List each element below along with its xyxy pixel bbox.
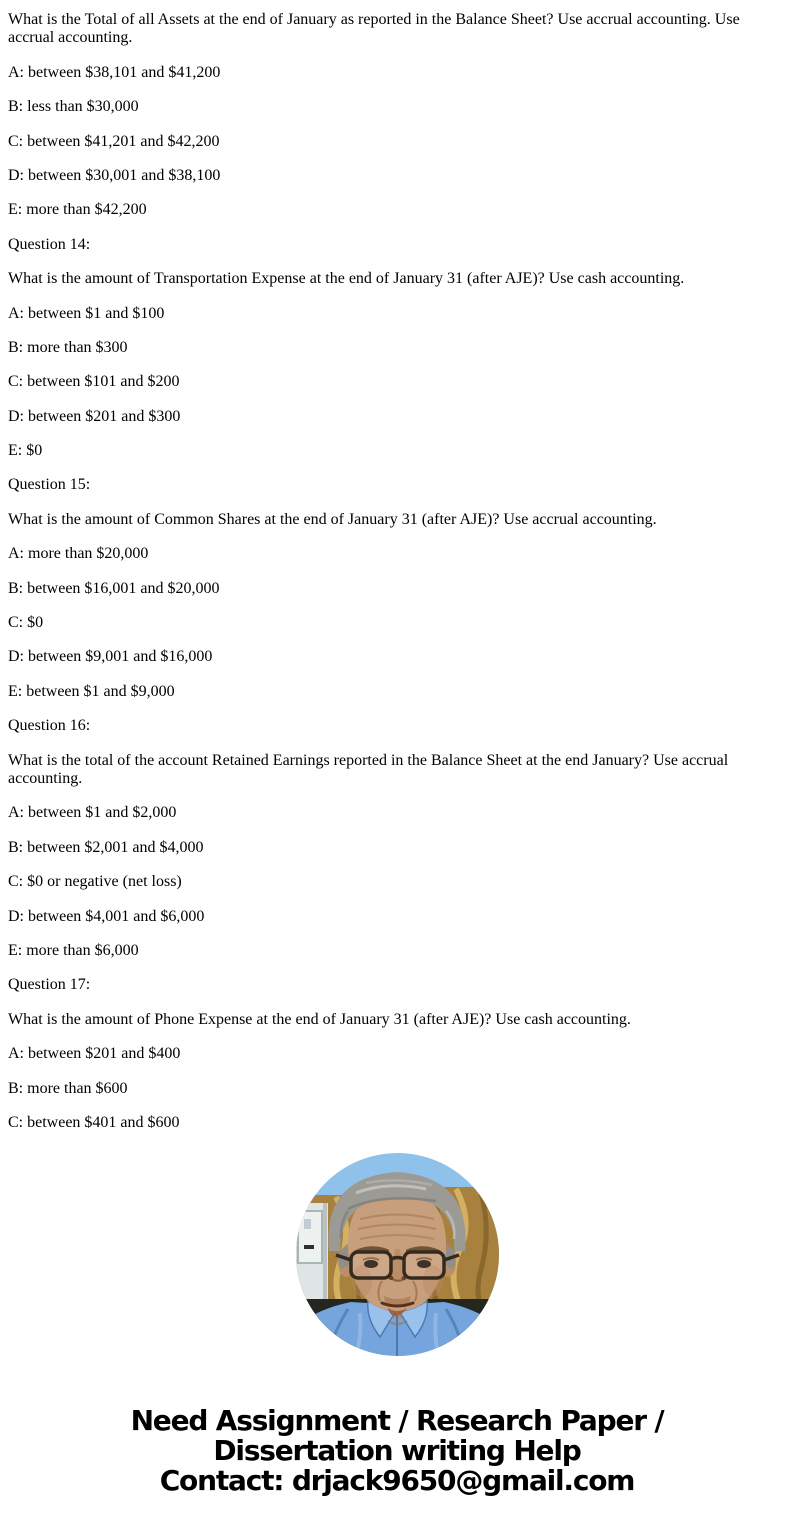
- avatar-section: [8, 1153, 786, 1356]
- answer-option: E: $0: [8, 442, 43, 460]
- answer-option: C: between $401 and $600: [8, 1113, 180, 1131]
- answer-option: B: more than $600: [8, 1079, 128, 1097]
- question-text: What is the amount of Transportation Expense at the end of January 31 (after AJE)? Use cash accounting.: [8, 270, 685, 288]
- answer-option: B: more than $300: [8, 338, 128, 356]
- question-label: Question 15:: [8, 476, 91, 494]
- answer-option: D: between $201 and $300: [8, 407, 181, 425]
- answer-option: A: between $38,101 and $41,200: [8, 63, 221, 81]
- answer-option: C: $0 or negative (net loss): [8, 873, 182, 891]
- quiz-question-document: [8, 11, 786, 1132]
- answer-option: A: between $201 and $400: [8, 1045, 181, 1063]
- answer-option: B: between $16,001 and $20,000: [8, 579, 220, 597]
- question-text: What is the Total of all Assets at the end of January as reported in the Balance Sheet? Use accrual accounting. Use accrual accounting.: [8, 11, 740, 47]
- answer-option: E: between $1 and $9,000: [8, 682, 175, 700]
- answer-option: B: between $2,001 and $4,000: [8, 838, 204, 856]
- question-label: Question 17:: [8, 976, 91, 994]
- answer-option: A: between $1 and $100: [8, 304, 165, 322]
- answer-option: D: between $30,001 and $38,100: [8, 166, 221, 184]
- question-text: What is the total of the account Retained Earnings reported in the Balance Sheet at the end January? Use accrual accounting.: [8, 751, 729, 787]
- question-label: Question 14:: [8, 235, 91, 253]
- answer-option: C: between $101 and $200: [8, 373, 180, 391]
- footer-help-text: Need Assignment / Research Paper / Dissertation writing Help: [130, 1404, 664, 1468]
- answer-option: A: more than $20,000: [8, 545, 149, 563]
- photo-door-frame: [296, 1203, 328, 1315]
- answer-option: E: more than $6,000: [8, 941, 139, 959]
- paragraph-list: [8, 11, 786, 1132]
- answer-option: D: between $4,001 and $6,000: [8, 907, 205, 925]
- answer-option: A: between $1 and $2,000: [8, 804, 177, 822]
- question-label: Question 16:: [8, 717, 91, 735]
- answer-option: C: between $41,201 and $42,200: [8, 132, 220, 150]
- tutor-photo: [296, 1153, 499, 1356]
- answer-option: C: $0: [8, 614, 44, 632]
- answer-option: D: between $9,001 and $16,000: [8, 648, 213, 666]
- answer-option: E: more than $42,200: [8, 201, 147, 219]
- question-text: What is the amount of Common Shares at the end of January 31 (after AJE)? Use accrual accounting.: [8, 510, 657, 528]
- footer-contact-text: Contact: drjack9650@gmail.com: [159, 1464, 635, 1498]
- answer-option: B: less than $30,000: [8, 98, 139, 116]
- question-text: What is the amount of Phone Expense at the end of January 31 (after AJE)? Use cash accounting.: [8, 1010, 631, 1028]
- footer-ad: [8, 1406, 786, 1496]
